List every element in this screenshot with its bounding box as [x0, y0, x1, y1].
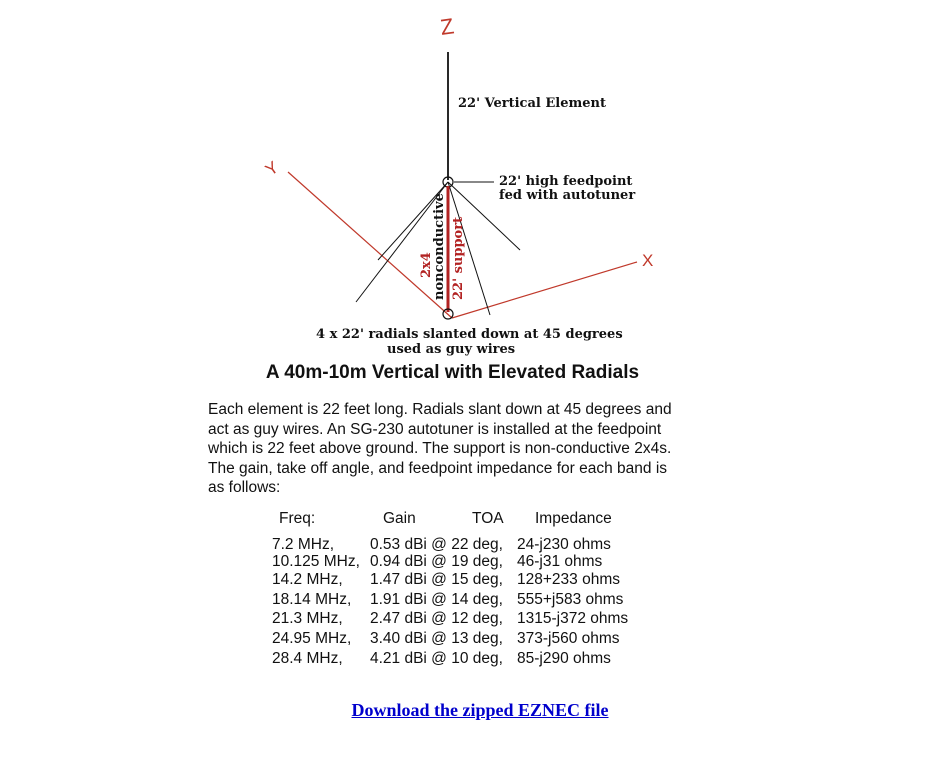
feedpoint-label-line2: fed with autotuner [499, 188, 636, 203]
radials-label-line1: 4 x 22' radials slanted down at 45 degrees [316, 327, 623, 342]
freq-cell: 28.4 MHz, [272, 650, 343, 667]
download-eznec-link[interactable]: Download the zipped EZNEC file [351, 700, 609, 720]
x-axis-label: X [642, 251, 654, 270]
x-axis-line [452, 262, 637, 318]
gain-toa-cell: 2.47 dBi @ 12 deg, [370, 610, 503, 627]
column-header-gain: Gain [383, 510, 416, 527]
feedpoint-label-line1: 22' high feedpoint [499, 174, 633, 189]
support-label-2x4: 2x4 [419, 252, 434, 278]
page-title: A 40m-10m Vertical with Elevated Radials [265, 362, 640, 383]
description [208, 400, 768, 498]
y-axis-label: Y [261, 157, 283, 180]
impedance-cell: 24-j230 ohms [517, 536, 611, 553]
gain-toa-cell: 1.47 dBi @ 15 deg, [370, 571, 503, 588]
column-header-freq: Freq: [279, 510, 316, 527]
gain-toa-cell: 3.40 dBi @ 13 deg, [370, 630, 503, 647]
table-row [0, 553, 940, 572]
support-label-nonconductive: nonconductive [432, 193, 447, 300]
y-axis-line [288, 172, 452, 318]
table-row [0, 591, 940, 610]
freq-cell: 18.14 MHz, [272, 591, 352, 608]
table-row [0, 630, 940, 649]
z-axis-label: Z [438, 13, 456, 40]
impedance-cell: 128+233 ohms [517, 571, 620, 588]
impedance-cell: 46-j31 ohms [517, 553, 603, 570]
impedance-cell: 373-j560 ohms [517, 630, 620, 647]
impedance-cell: 85-j290 ohms [517, 650, 611, 667]
support-label-height: 22' support [451, 216, 466, 300]
gain-toa-cell: 1.91 dBi @ 14 deg, [370, 591, 503, 608]
vertical-element-label: 22' Vertical Element [458, 96, 606, 111]
radials-label-line2: used as guy wires [387, 342, 516, 357]
description-line: Each element is 22 feet long. Radials slant down at 45 degrees and [208, 401, 672, 418]
gain-toa-cell: 4.21 dBi @ 10 deg, [370, 650, 503, 667]
freq-cell: 24.95 MHz, [272, 630, 352, 647]
description-line: The gain, take off angle, and feedpoint impedance for each band is [208, 459, 668, 477]
table-row [0, 610, 940, 629]
description-line: act as guy wires. An SG-230 autotuner is installed at the feedpoint [208, 420, 662, 438]
gain-toa-cell: 0.94 dBi @ 19 deg, [370, 553, 503, 570]
impedance-cell: 1315-j372 ohms [517, 610, 629, 627]
table-row [0, 650, 940, 669]
impedance-cell: 555+j583 ohms [517, 591, 624, 608]
freq-cell: 7.2 MHz, [272, 536, 335, 553]
table-row [0, 571, 940, 590]
freq-cell: 14.2 MHz, [272, 571, 343, 588]
freq-cell: 10.125 MHz, [272, 553, 360, 570]
description-line: which is 22 feet above ground. The support is non-conductive 2x4s. [208, 440, 672, 457]
description-line: as follows: [208, 479, 281, 496]
gain-toa-cell: 0.53 dBi @ 22 deg, [370, 536, 503, 553]
column-header-toa: TOA [472, 510, 504, 527]
column-header-impedance: Impedance [535, 510, 612, 527]
freq-cell: 21.3 MHz, [272, 610, 343, 627]
antenna-diagram [0, 0, 940, 360]
